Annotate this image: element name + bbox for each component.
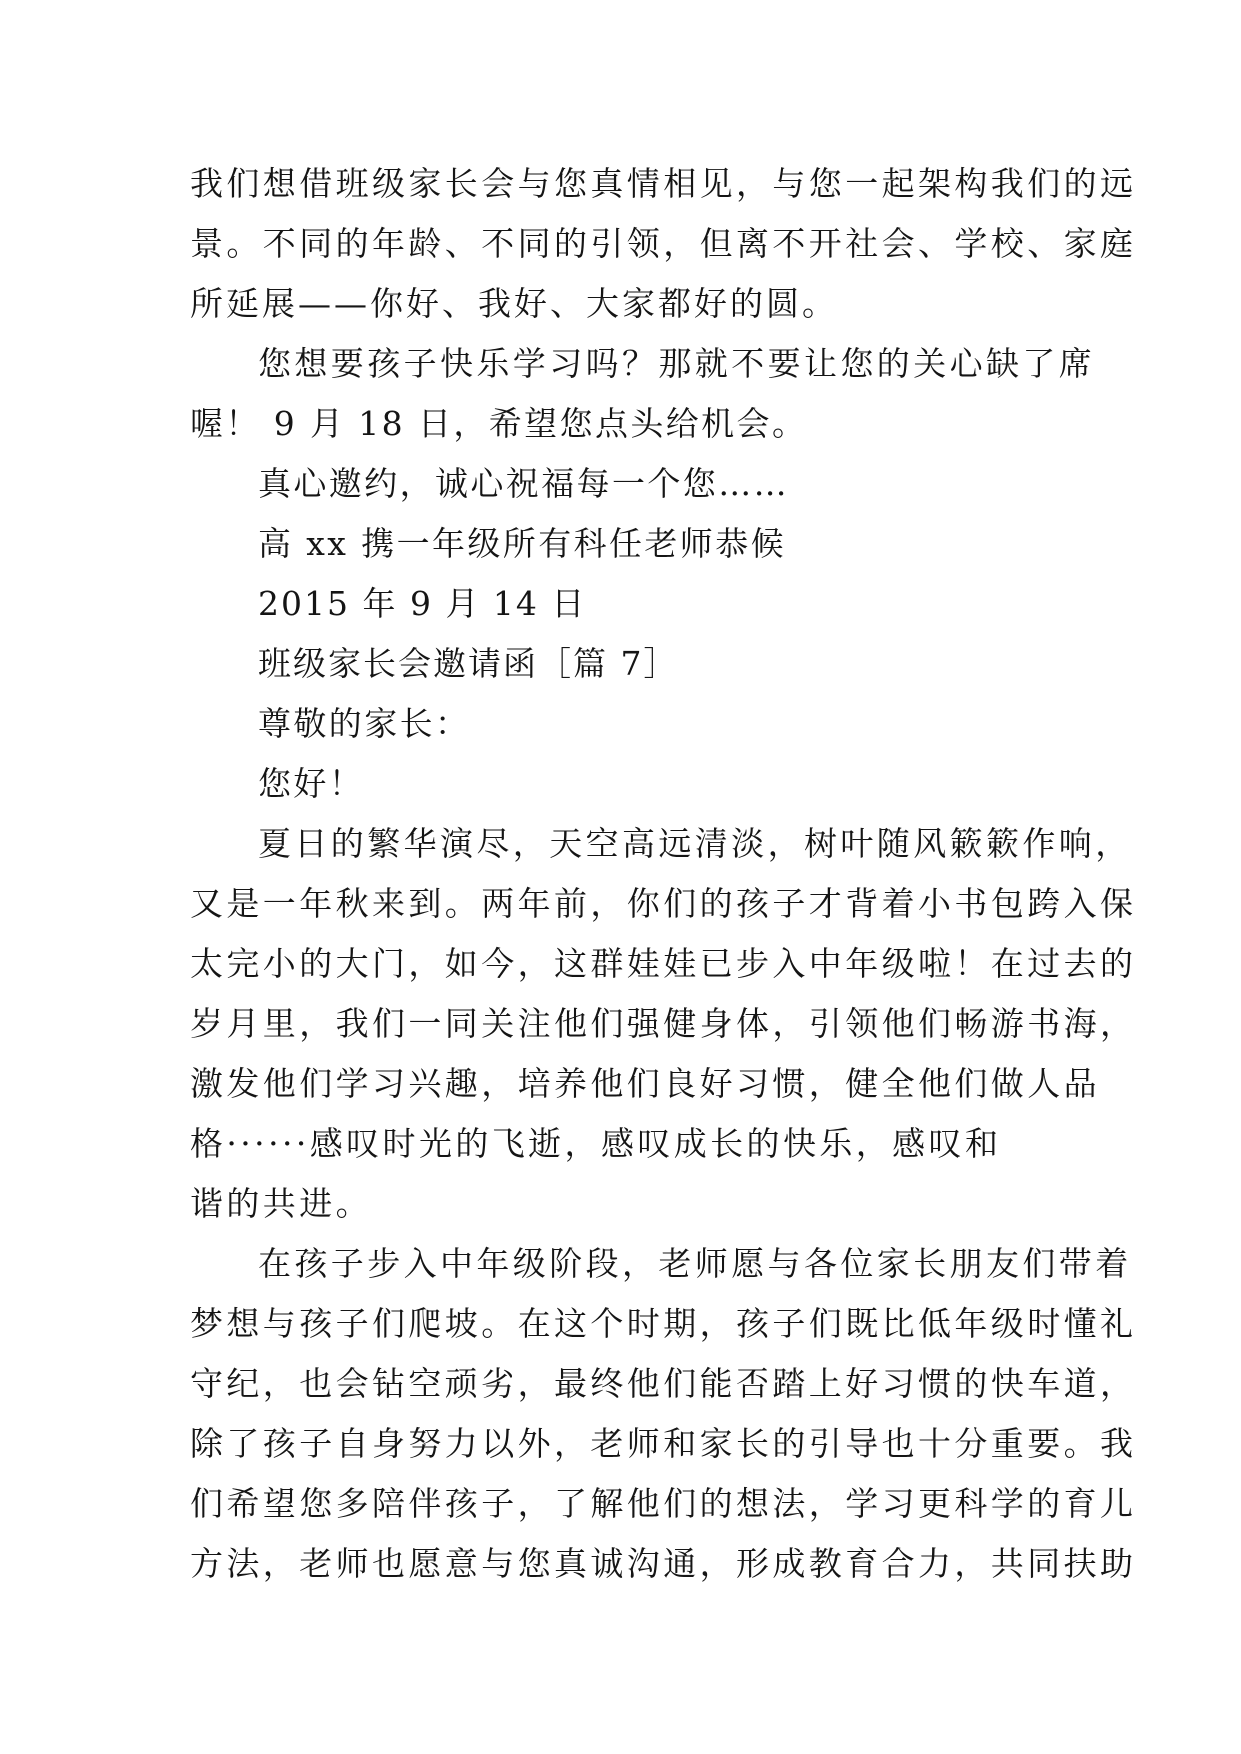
text-line: 在孩子步入中年级阶段，老师愿与各位家长朋友们带着 xyxy=(258,1244,1132,1283)
section-title: 班级家长会邀请函［篇 7］ xyxy=(258,644,679,683)
text-line: 我们想借班级家长会与您真情相见，与您一起架构我们的远 xyxy=(190,164,1137,203)
text-line: 真心邀约，诚心祝福每一个您…… xyxy=(258,464,789,503)
text-line: 激发他们学习兴趣，培养他们良好习惯，健全他们做人品 xyxy=(190,1064,1100,1103)
text-line: 除了孩子自身努力以外，老师和家长的引导也十分重要。我 xyxy=(190,1424,1137,1463)
text-line: 们希望您多陪伴孩子，了解他们的想法，学习更科学的育儿 xyxy=(190,1484,1137,1523)
text-line: 景。不同的年龄、不同的引领，但离不开社会、学校、家庭 xyxy=(190,224,1137,263)
salutation: 尊敬的家长： xyxy=(258,704,471,743)
text-line: 梦想与孩子们爬坡。在这个时期，孩子们既比低年级时懂礼 xyxy=(190,1304,1137,1343)
date-line: 2015 年 9 月 14 日 xyxy=(258,584,587,623)
text-line: 又是一年秋来到。两年前，你们的孩子才背着小书包跨入保 xyxy=(190,884,1137,923)
text-line: 岁月里，我们一同关注他们强健身体，引领他们畅游书海， xyxy=(190,1004,1137,1043)
text-line: 所延展——你好、我好、大家都好的圆。 xyxy=(190,284,838,323)
text-line: 喔！ 9 月 18 日，希望您点头给机会。 xyxy=(190,404,808,443)
text-line: 太完小的大门，如今，这群娃娃已步入中年级啦！在过去的 xyxy=(190,944,1137,983)
text-line: 守纪，也会钻空顽劣，最终他们能否踏上好习惯的快车道， xyxy=(190,1364,1137,1403)
text-line: 格······感叹时光的飞逝，感叹成长的快乐，感叹和 xyxy=(190,1124,1002,1163)
text-line: 方法，老师也愿意与您真诚沟通，形成教育合力，共同扶助 xyxy=(190,1544,1137,1583)
text-line: 您想要孩子快乐学习吗？那就不要让您的关心缺了席 xyxy=(258,344,1096,383)
greeting: 您好！ xyxy=(258,764,365,803)
signature-line: 高 xx 携一年级所有科任老师恭候 xyxy=(258,524,787,563)
text-line: 夏日的繁华演尽，天空高远清淡，树叶随风簌簌作响， xyxy=(258,824,1132,863)
text-line: 谐的共进。 xyxy=(190,1184,372,1223)
